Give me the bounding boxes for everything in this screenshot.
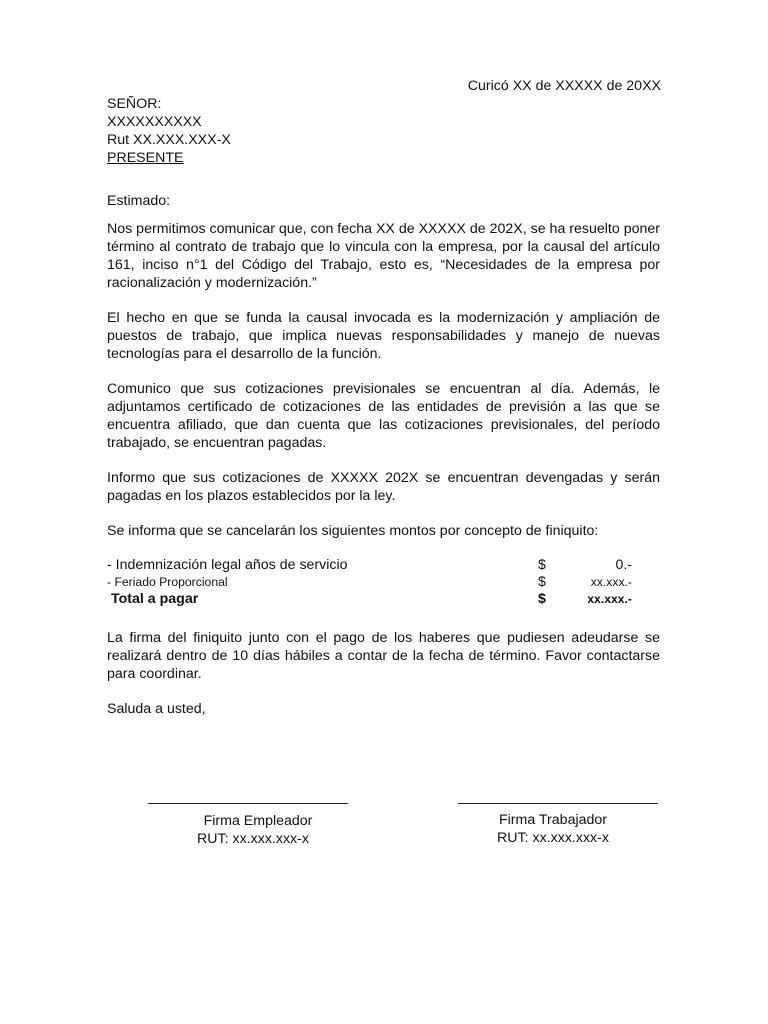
letter-date: Curicó XX de XXXXX de 20XX: [467, 78, 661, 94]
greeting: Estimado:: [107, 193, 171, 209]
farewell: Saluda a usted,: [107, 701, 206, 717]
worker-signature-line: [458, 803, 658, 804]
amount-row-feriado: [107, 573, 660, 591]
amount-label: - Indemnización legal años de servicio: [107, 557, 348, 573]
worker-signature-rut: RUT: xx.xxx.xxx-x: [497, 830, 609, 846]
employer-signature-label: Firma Empleador: [203, 813, 313, 829]
employer-signature-line: [148, 803, 348, 804]
amount-value: xx.xxx.-: [590, 575, 632, 589]
amount-label: - Feriado Proporcional: [107, 575, 228, 589]
total-label: Total a pagar: [111, 591, 199, 607]
paragraph-termination: Nos permitimos comunicar que, con fecha XX de XXXXX de 202X, se ha resuelto poner término al contrato de trabajo que lo vincula con la empresa, por la causal del artículo 161, inciso n°1 del Código del Trabajo, esto es, “Necesidades de la empresa por racionalización y modernización.”: [107, 221, 660, 291]
employer-signature-rut: RUT: xx.xxx.xxx-x: [197, 831, 309, 847]
amount-currency: $: [538, 574, 546, 590]
addressee-name: XXXXXXXXXX: [107, 114, 202, 130]
amount-value: 0.-: [615, 557, 632, 573]
paragraph-cause: El hecho en que se funda la causal invocada es la modernización y ampliación de puestos de trabajo, que implica nuevas responsabilidades y manejo de nuevas tecnologías para el desarrollo de la función.: [107, 310, 660, 362]
addressee-title: SEÑOR:: [107, 96, 162, 112]
total-value: xx.xxx.-: [587, 592, 632, 606]
paragraph-amounts-intro: Se informa que se cancelarán los siguientes montos por concepto de finiquito:: [107, 523, 599, 539]
addressee-rut: Rut XX.XXX.XXX-X: [107, 132, 231, 148]
total-currency: $: [538, 591, 546, 607]
worker-signature-label: Firma Trabajador: [498, 812, 608, 828]
paragraph-accrued: Informo que sus cotizaciones de XXXXX 202X se encuentran devengadas y serán pagadas en los plazos establecidos por la ley.: [107, 470, 660, 504]
amount-row-indemnizacion: [107, 556, 660, 574]
amount-row-total: [107, 590, 660, 608]
letter-body: [107, 192, 660, 718]
amounts-table: [107, 556, 660, 610]
paragraph-closing: La firma del finiquito junto con el pago de los haberes que pudiesen adeudarse se realizará dentro de 10 días hábiles a contar de la fecha de término. Favor contactarse para coordinar.: [107, 630, 660, 682]
addressee-block: [107, 95, 231, 167]
amount-currency: $: [538, 557, 546, 573]
paragraph-contributions: Comunico que sus cotizaciones previsionales se encuentran al día. Además, le adjuntamos certificado de cotizaciones de las entidades de previsión a las que se encuentra afiliado, que dan cuenta que las cotizaciones previsionales, del período trabajado, se encuentran pagadas.: [107, 381, 660, 451]
addressee-presente: PRESENTE: [107, 150, 184, 166]
